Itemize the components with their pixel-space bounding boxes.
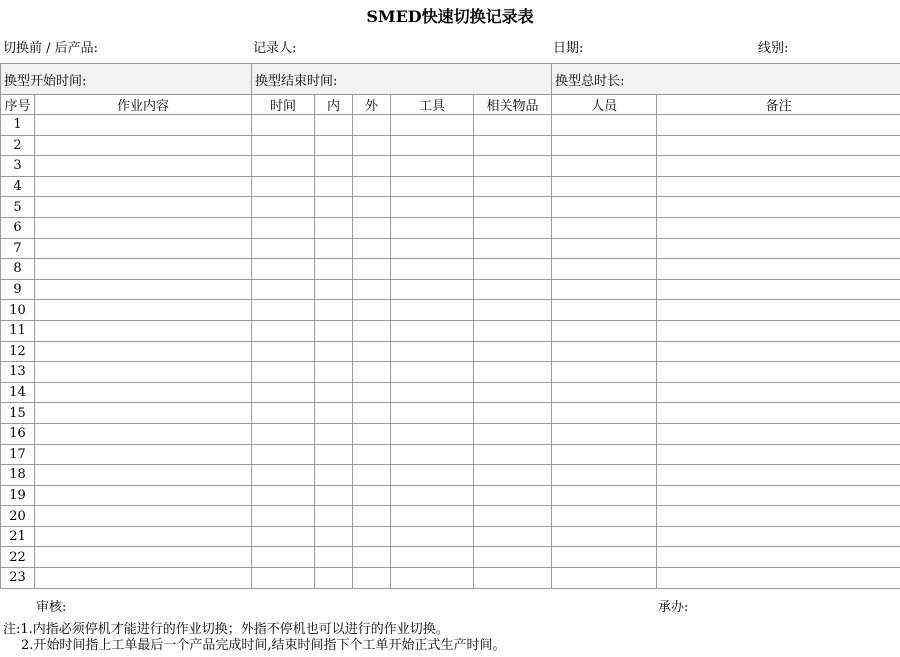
content-cell[interactable] bbox=[35, 197, 252, 218]
table-row bbox=[1, 485, 900, 506]
remarks-cell[interactable] bbox=[657, 362, 900, 383]
internal-cell[interactable] bbox=[315, 382, 353, 403]
items-cell[interactable] bbox=[474, 320, 552, 341]
personnel-cell[interactable] bbox=[552, 115, 657, 136]
personnel-cell[interactable] bbox=[552, 300, 657, 321]
time-cell[interactable] bbox=[252, 526, 315, 547]
remarks-cell[interactable] bbox=[657, 465, 900, 486]
product-label: 切换前 / 后产品: bbox=[3, 41, 99, 56]
remarks-cell[interactable] bbox=[657, 238, 900, 259]
items-cell[interactable] bbox=[474, 382, 552, 403]
personnel-cell[interactable] bbox=[552, 341, 657, 362]
external-cell[interactable] bbox=[353, 259, 391, 280]
row-index: 22 bbox=[1, 547, 35, 568]
remarks-cell[interactable] bbox=[657, 300, 900, 321]
table-row bbox=[1, 341, 900, 362]
remarks-cell[interactable] bbox=[657, 259, 900, 280]
internal-cell[interactable] bbox=[315, 279, 353, 300]
content-cell[interactable] bbox=[35, 135, 252, 156]
table-row bbox=[1, 217, 900, 238]
table-row bbox=[1, 362, 900, 383]
time-cell[interactable] bbox=[252, 423, 315, 444]
row-index: 6 bbox=[1, 217, 35, 238]
time-cell[interactable] bbox=[252, 176, 315, 197]
tools-cell[interactable] bbox=[391, 568, 474, 589]
tools-cell[interactable] bbox=[391, 115, 474, 136]
table-row bbox=[1, 320, 900, 341]
end-time-label: 换型结束时间: bbox=[255, 73, 338, 89]
personnel-cell[interactable] bbox=[552, 403, 657, 424]
content-cell[interactable] bbox=[35, 485, 252, 506]
start-time-label: 换型开始时间: bbox=[4, 73, 87, 89]
internal-cell[interactable] bbox=[315, 341, 353, 362]
remarks-cell[interactable] bbox=[657, 403, 900, 424]
tools-cell[interactable] bbox=[391, 362, 474, 383]
remarks-cell[interactable] bbox=[657, 156, 900, 177]
table-row bbox=[1, 259, 900, 280]
remarks-cell[interactable] bbox=[657, 547, 900, 568]
remarks-cell[interactable] bbox=[657, 382, 900, 403]
personnel-cell[interactable] bbox=[552, 547, 657, 568]
tools-cell[interactable] bbox=[391, 444, 474, 465]
total-time-cell bbox=[552, 64, 900, 95]
tools-cell[interactable] bbox=[391, 547, 474, 568]
meta-row bbox=[0, 40, 900, 58]
personnel-cell[interactable] bbox=[552, 465, 657, 486]
tools-cell[interactable] bbox=[391, 506, 474, 527]
items-cell[interactable] bbox=[474, 547, 552, 568]
row-index: 3 bbox=[1, 156, 35, 177]
remarks-cell[interactable] bbox=[657, 115, 900, 136]
tools-cell[interactable] bbox=[391, 382, 474, 403]
content-cell[interactable] bbox=[35, 176, 252, 197]
items-cell[interactable] bbox=[474, 176, 552, 197]
internal-cell[interactable] bbox=[315, 156, 353, 177]
internal-cell[interactable] bbox=[315, 485, 353, 506]
table-row bbox=[1, 300, 900, 321]
internal-cell[interactable] bbox=[315, 506, 353, 527]
content-cell[interactable] bbox=[35, 279, 252, 300]
content-cell[interactable] bbox=[35, 526, 252, 547]
time-cell[interactable] bbox=[252, 279, 315, 300]
external-cell[interactable] bbox=[353, 485, 391, 506]
remarks-cell[interactable] bbox=[657, 197, 900, 218]
table-row bbox=[1, 568, 900, 589]
items-cell[interactable] bbox=[474, 568, 552, 589]
remarks-cell[interactable] bbox=[657, 320, 900, 341]
remarks-cell[interactable] bbox=[657, 217, 900, 238]
personnel-cell[interactable] bbox=[552, 506, 657, 527]
record-table bbox=[0, 63, 900, 589]
time-cell[interactable] bbox=[252, 506, 315, 527]
content-cell[interactable] bbox=[35, 506, 252, 527]
items-cell[interactable] bbox=[474, 279, 552, 300]
tools-cell[interactable] bbox=[391, 403, 474, 424]
time-cell[interactable] bbox=[252, 403, 315, 424]
personnel-cell[interactable] bbox=[552, 176, 657, 197]
external-cell[interactable] bbox=[353, 320, 391, 341]
personnel-cell[interactable] bbox=[552, 279, 657, 300]
table-row bbox=[1, 506, 900, 527]
content-cell[interactable] bbox=[35, 259, 252, 280]
external-cell[interactable] bbox=[353, 238, 391, 259]
col-header-content: 作业内容 bbox=[35, 95, 252, 115]
remarks-cell[interactable] bbox=[657, 568, 900, 589]
time-cell[interactable] bbox=[252, 115, 315, 136]
internal-cell[interactable] bbox=[315, 320, 353, 341]
external-cell[interactable] bbox=[353, 444, 391, 465]
remarks-cell[interactable] bbox=[657, 506, 900, 527]
info-row bbox=[1, 64, 900, 95]
internal-cell[interactable] bbox=[315, 217, 353, 238]
content-cell[interactable] bbox=[35, 156, 252, 177]
row-index: 4 bbox=[1, 176, 35, 197]
personnel-cell[interactable] bbox=[552, 197, 657, 218]
row-index: 15 bbox=[1, 403, 35, 424]
external-cell[interactable] bbox=[353, 217, 391, 238]
personnel-cell[interactable] bbox=[552, 485, 657, 506]
col-header-time: 时间 bbox=[252, 95, 315, 115]
time-cell[interactable] bbox=[252, 135, 315, 156]
table-row bbox=[1, 444, 900, 465]
external-cell[interactable] bbox=[353, 547, 391, 568]
col-header-items: 相关物品 bbox=[474, 95, 552, 115]
date-label: 日期: bbox=[553, 41, 584, 56]
internal-cell[interactable] bbox=[315, 300, 353, 321]
tools-cell[interactable] bbox=[391, 465, 474, 486]
personnel-cell[interactable] bbox=[552, 156, 657, 177]
items-cell[interactable] bbox=[474, 300, 552, 321]
tools-cell[interactable] bbox=[391, 300, 474, 321]
tools-cell[interactable] bbox=[391, 320, 474, 341]
personnel-cell[interactable] bbox=[552, 238, 657, 259]
content-cell[interactable] bbox=[35, 115, 252, 136]
table-row bbox=[1, 547, 900, 568]
tools-cell[interactable] bbox=[391, 238, 474, 259]
table-row bbox=[1, 115, 900, 136]
table-row bbox=[1, 238, 900, 259]
time-cell[interactable] bbox=[252, 485, 315, 506]
table-row bbox=[1, 403, 900, 424]
tools-cell[interactable] bbox=[391, 176, 474, 197]
time-cell[interactable] bbox=[252, 547, 315, 568]
remarks-cell[interactable] bbox=[657, 526, 900, 547]
row-index: 14 bbox=[1, 382, 35, 403]
tools-cell[interactable] bbox=[391, 526, 474, 547]
internal-cell[interactable] bbox=[315, 423, 353, 444]
note-line-1: 注:1.内指必须停机才能进行的作业切换；外指不停机也可以进行的作业切换。 bbox=[3, 622, 449, 637]
row-index: 8 bbox=[1, 259, 35, 280]
personnel-cell[interactable] bbox=[552, 320, 657, 341]
time-cell[interactable] bbox=[252, 197, 315, 218]
external-cell[interactable] bbox=[353, 465, 391, 486]
items-cell[interactable] bbox=[474, 444, 552, 465]
row-index: 20 bbox=[1, 506, 35, 527]
external-cell[interactable] bbox=[353, 156, 391, 177]
remarks-cell[interactable] bbox=[657, 135, 900, 156]
row-index: 7 bbox=[1, 238, 35, 259]
col-header-index: 序号 bbox=[1, 95, 35, 115]
content-cell[interactable] bbox=[35, 382, 252, 403]
time-cell[interactable] bbox=[252, 382, 315, 403]
recorder-label: 记录人: bbox=[253, 41, 297, 56]
content-cell[interactable] bbox=[35, 423, 252, 444]
remarks-cell[interactable] bbox=[657, 444, 900, 465]
external-cell[interactable] bbox=[353, 506, 391, 527]
content-cell[interactable] bbox=[35, 568, 252, 589]
content-cell[interactable] bbox=[35, 547, 252, 568]
personnel-cell[interactable] bbox=[552, 362, 657, 383]
time-cell[interactable] bbox=[252, 320, 315, 341]
content-cell[interactable] bbox=[35, 403, 252, 424]
time-cell[interactable] bbox=[252, 238, 315, 259]
external-cell[interactable] bbox=[353, 176, 391, 197]
internal-cell[interactable] bbox=[315, 526, 353, 547]
personnel-cell[interactable] bbox=[552, 568, 657, 589]
line-label: 线别: bbox=[758, 41, 789, 56]
table-row bbox=[1, 465, 900, 486]
time-cell[interactable] bbox=[252, 362, 315, 383]
internal-cell[interactable] bbox=[315, 259, 353, 280]
personnel-cell[interactable] bbox=[552, 444, 657, 465]
tools-cell[interactable] bbox=[391, 135, 474, 156]
note-line-2: 2.开始时间指上工单最后一个产品完成时间,结束时间指下个工单开始正式生产时间。 bbox=[21, 638, 506, 653]
total-time-label: 换型总时长: bbox=[555, 73, 625, 89]
internal-cell[interactable] bbox=[315, 176, 353, 197]
handler-label: 承办: bbox=[658, 600, 689, 615]
time-cell[interactable] bbox=[252, 259, 315, 280]
remarks-cell[interactable] bbox=[657, 176, 900, 197]
items-cell[interactable] bbox=[474, 238, 552, 259]
external-cell[interactable] bbox=[353, 526, 391, 547]
row-index: 23 bbox=[1, 568, 35, 589]
external-cell[interactable] bbox=[353, 279, 391, 300]
external-cell[interactable] bbox=[353, 115, 391, 136]
internal-cell[interactable] bbox=[315, 568, 353, 589]
row-index: 9 bbox=[1, 279, 35, 300]
row-index: 19 bbox=[1, 485, 35, 506]
items-cell[interactable] bbox=[474, 506, 552, 527]
row-index: 16 bbox=[1, 423, 35, 444]
remarks-cell[interactable] bbox=[657, 341, 900, 362]
time-cell[interactable] bbox=[252, 568, 315, 589]
internal-cell[interactable] bbox=[315, 403, 353, 424]
external-cell[interactable] bbox=[353, 341, 391, 362]
table-row bbox=[1, 176, 900, 197]
row-index: 5 bbox=[1, 197, 35, 218]
tools-cell[interactable] bbox=[391, 156, 474, 177]
external-cell[interactable] bbox=[353, 362, 391, 383]
time-cell[interactable] bbox=[252, 156, 315, 177]
start-time-cell bbox=[1, 64, 252, 95]
content-cell[interactable] bbox=[35, 444, 252, 465]
items-cell[interactable] bbox=[474, 135, 552, 156]
external-cell[interactable] bbox=[353, 403, 391, 424]
table-row bbox=[1, 526, 900, 547]
col-header-remarks: 备注 bbox=[657, 95, 900, 115]
content-cell[interactable] bbox=[35, 362, 252, 383]
row-index: 1 bbox=[1, 115, 35, 136]
table-row bbox=[1, 156, 900, 177]
personnel-cell[interactable] bbox=[552, 423, 657, 444]
items-cell[interactable] bbox=[474, 362, 552, 383]
header-row bbox=[1, 95, 900, 115]
tools-cell[interactable] bbox=[391, 259, 474, 280]
row-index: 11 bbox=[1, 320, 35, 341]
row-index: 13 bbox=[1, 362, 35, 383]
personnel-cell[interactable] bbox=[552, 135, 657, 156]
external-cell[interactable] bbox=[353, 135, 391, 156]
tools-cell[interactable] bbox=[391, 279, 474, 300]
row-index: 18 bbox=[1, 465, 35, 486]
row-index: 21 bbox=[1, 526, 35, 547]
content-cell[interactable] bbox=[35, 320, 252, 341]
row-index: 17 bbox=[1, 444, 35, 465]
items-cell[interactable] bbox=[474, 217, 552, 238]
internal-cell[interactable] bbox=[315, 238, 353, 259]
col-header-personnel: 人员 bbox=[552, 95, 657, 115]
time-cell[interactable] bbox=[252, 465, 315, 486]
personnel-cell[interactable] bbox=[552, 217, 657, 238]
external-cell[interactable] bbox=[353, 197, 391, 218]
items-cell[interactable] bbox=[474, 465, 552, 486]
items-cell[interactable] bbox=[474, 259, 552, 280]
remarks-cell[interactable] bbox=[657, 485, 900, 506]
internal-cell[interactable] bbox=[315, 135, 353, 156]
items-cell[interactable] bbox=[474, 485, 552, 506]
table-row bbox=[1, 135, 900, 156]
tools-cell[interactable] bbox=[391, 341, 474, 362]
row-index: 10 bbox=[1, 300, 35, 321]
internal-cell[interactable] bbox=[315, 444, 353, 465]
col-header-internal: 内 bbox=[315, 95, 353, 115]
table-row bbox=[1, 382, 900, 403]
time-cell[interactable] bbox=[252, 341, 315, 362]
tools-cell[interactable] bbox=[391, 485, 474, 506]
internal-cell[interactable] bbox=[315, 197, 353, 218]
remarks-cell[interactable] bbox=[657, 279, 900, 300]
personnel-cell[interactable] bbox=[552, 259, 657, 280]
external-cell[interactable] bbox=[353, 568, 391, 589]
items-cell[interactable] bbox=[474, 526, 552, 547]
personnel-cell[interactable] bbox=[552, 526, 657, 547]
items-cell[interactable] bbox=[474, 156, 552, 177]
content-cell[interactable] bbox=[35, 238, 252, 259]
internal-cell[interactable] bbox=[315, 115, 353, 136]
tools-cell[interactable] bbox=[391, 197, 474, 218]
table-row bbox=[1, 279, 900, 300]
tools-cell[interactable] bbox=[391, 217, 474, 238]
internal-cell[interactable] bbox=[315, 465, 353, 486]
review-label: 审核: bbox=[36, 600, 67, 615]
row-index: 2 bbox=[1, 135, 35, 156]
content-cell[interactable] bbox=[35, 465, 252, 486]
table-row bbox=[1, 423, 900, 444]
external-cell[interactable] bbox=[353, 423, 391, 444]
personnel-cell[interactable] bbox=[552, 382, 657, 403]
time-cell[interactable] bbox=[252, 300, 315, 321]
content-cell[interactable] bbox=[35, 341, 252, 362]
col-header-external: 外 bbox=[353, 95, 391, 115]
time-cell[interactable] bbox=[252, 444, 315, 465]
remarks-cell[interactable] bbox=[657, 423, 900, 444]
external-cell[interactable] bbox=[353, 300, 391, 321]
end-time-cell bbox=[252, 64, 552, 95]
time-cell[interactable] bbox=[252, 217, 315, 238]
content-cell[interactable] bbox=[35, 300, 252, 321]
items-cell[interactable] bbox=[474, 341, 552, 362]
form-title: SMED快速切换记录表 bbox=[366, 7, 534, 26]
content-cell[interactable] bbox=[35, 217, 252, 238]
items-cell[interactable] bbox=[474, 115, 552, 136]
items-cell[interactable] bbox=[474, 197, 552, 218]
row-index: 12 bbox=[1, 341, 35, 362]
items-cell[interactable] bbox=[474, 423, 552, 444]
internal-cell[interactable] bbox=[315, 362, 353, 383]
external-cell[interactable] bbox=[353, 382, 391, 403]
items-cell[interactable] bbox=[474, 403, 552, 424]
tools-cell[interactable] bbox=[391, 423, 474, 444]
internal-cell[interactable] bbox=[315, 547, 353, 568]
col-header-tools: 工具 bbox=[391, 95, 474, 115]
table-row bbox=[1, 197, 900, 218]
